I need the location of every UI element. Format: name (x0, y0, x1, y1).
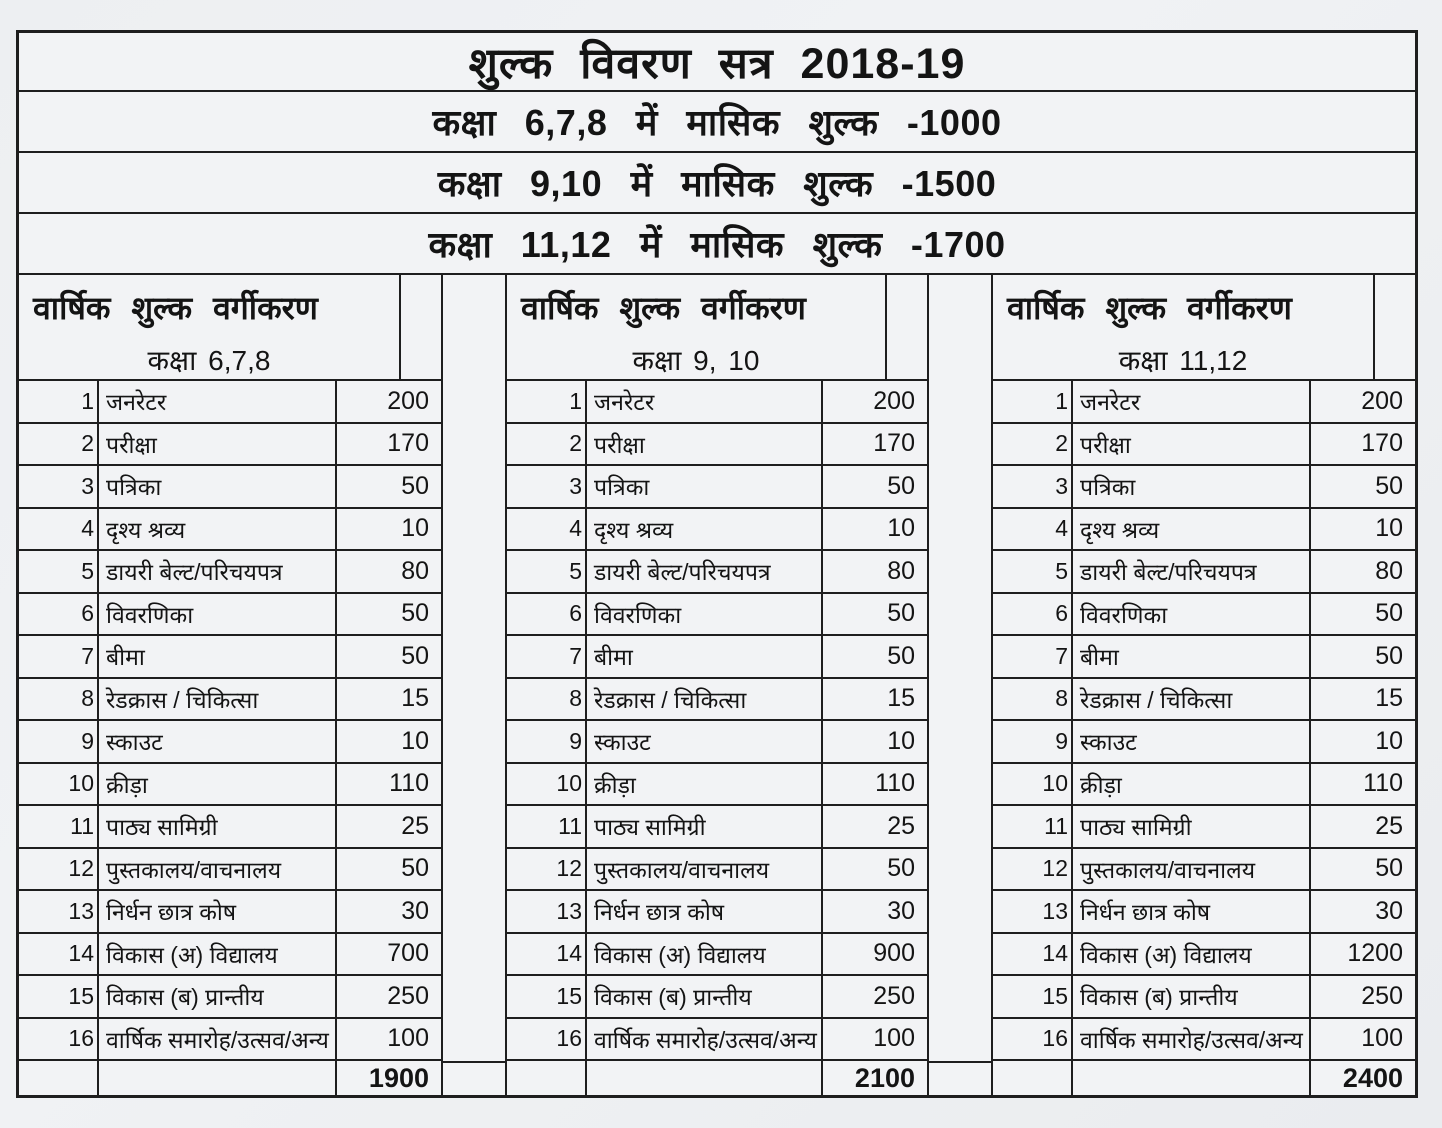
table-row (507, 1019, 927, 1062)
table-row (19, 679, 441, 722)
label-cell: निर्धन छात्र कोष (594, 899, 725, 926)
value-cell: 110 (1309, 764, 1415, 805)
label-cell: क्रीड़ा (1080, 771, 1122, 798)
table-subheading: कक्षा 11,12 (1118, 345, 1248, 376)
value-cell: 50 (1309, 466, 1415, 507)
table-header (507, 275, 927, 381)
label-cell: रेडक्रास / चिकित्सा (1080, 686, 1233, 713)
table-row (993, 849, 1415, 892)
serial-cell: 10 (507, 764, 587, 805)
table-row (993, 424, 1415, 467)
serial-cell: 5 (507, 551, 587, 592)
label-cell: डायरी बेल्ट/परिचयपत्र (1080, 559, 1257, 586)
value-cell: 50 (335, 849, 441, 890)
table-row (19, 976, 441, 1019)
label-cell: बीमा (1080, 644, 1119, 671)
value-cell: 50 (821, 594, 927, 635)
table-row (993, 764, 1415, 807)
table-row (507, 806, 927, 849)
value-cell: 80 (821, 551, 927, 592)
value-cell: 10 (821, 509, 927, 550)
table-row (19, 1019, 441, 1062)
label-cell: परीक्षा (1080, 431, 1131, 458)
serial-cell: 14 (19, 934, 99, 975)
table-row (507, 934, 927, 977)
table-header-text (19, 275, 399, 379)
value-cell: 900 (821, 934, 927, 975)
serial-cell: 1 (507, 381, 587, 422)
table-row (19, 934, 441, 977)
label-cell: निर्धन छात्र कोष (106, 899, 237, 926)
table-row (507, 551, 927, 594)
serial-cell: 6 (993, 594, 1073, 635)
label-cell: विकास (ब) प्रान्तीय (106, 984, 264, 1011)
label-cell: स्काउट (1080, 729, 1137, 756)
value-cell: 250 (1309, 976, 1415, 1017)
serial-cell: 3 (19, 466, 99, 507)
value-cell: 30 (1309, 891, 1415, 932)
label-cell: रेडक्रास / चिकित्सा (106, 686, 259, 713)
value-cell: 50 (821, 636, 927, 677)
value-cell: 250 (821, 976, 927, 1017)
header-spacer-cell (1373, 275, 1415, 379)
table-header (19, 275, 441, 381)
table-row (993, 636, 1415, 679)
serial-cell: 2 (19, 424, 99, 465)
value-cell: 15 (1309, 679, 1415, 720)
table-row (993, 679, 1415, 722)
serial-cell: 8 (507, 679, 587, 720)
table-header-text (993, 275, 1373, 379)
label-cell: क्रीड़ा (594, 771, 636, 798)
serial-cell: 10 (993, 764, 1073, 805)
label-cell: विवरणिका (106, 601, 194, 628)
label-cell: डायरी बेल्ट/परिचयपत्र (594, 559, 771, 586)
table-row (507, 976, 927, 1019)
label-cell (99, 1061, 335, 1095)
table-row (507, 424, 927, 467)
serial-cell: 16 (507, 1019, 587, 1060)
monthly-fee-line-classes-9-10: कक्षा 9,10 में मासिक शुल्क -1500 (19, 153, 1415, 214)
table-row (507, 891, 927, 934)
label-cell: स्काउट (106, 729, 163, 756)
value-cell: 170 (821, 424, 927, 465)
label-cell: विकास (ब) प्रान्तीय (594, 984, 752, 1011)
label-cell: विवरणिका (1080, 601, 1168, 628)
value-cell: 100 (1309, 1019, 1415, 1060)
table-header-text (507, 275, 885, 379)
table-rows (507, 381, 927, 1061)
serial-cell: 4 (507, 509, 587, 550)
gap-bottom-cell (929, 1061, 991, 1095)
serial-cell: 1 (993, 381, 1073, 422)
serial-cell: 16 (19, 1019, 99, 1060)
label-cell (1073, 1061, 1309, 1095)
value-cell: 25 (1309, 806, 1415, 847)
label-cell: पाठ्य सामिग्री (594, 814, 706, 841)
serial-cell: 14 (507, 934, 587, 975)
table-row (19, 424, 441, 467)
value-cell: 10 (1309, 721, 1415, 762)
value-cell: 15 (821, 679, 927, 720)
value-cell: 250 (335, 976, 441, 1017)
label-cell: वार्षिक समारोह/उत्सव/अन्य (594, 1026, 817, 1053)
value-cell: 200 (1309, 381, 1415, 422)
label-cell: क्रीड़ा (106, 771, 148, 798)
annual-fee-tables-band (19, 275, 1415, 1095)
label-cell: दृश्य श्रव्य (594, 516, 674, 543)
column-gap (929, 275, 991, 1095)
table-row (19, 891, 441, 934)
value-cell: 80 (335, 551, 441, 592)
serial-cell: 11 (507, 806, 587, 847)
serial-cell: 6 (19, 594, 99, 635)
document-title: शुल्क विवरण सत्र 2018-19 (19, 33, 1415, 92)
label-cell: बीमा (106, 644, 145, 671)
value-cell: 30 (821, 891, 927, 932)
header-spacer-cell (885, 275, 927, 379)
label-cell: पाठ्य सामिग्री (106, 814, 218, 841)
serial-cell: 5 (19, 551, 99, 592)
value-cell: 100 (335, 1019, 441, 1060)
serial-cell: 13 (507, 891, 587, 932)
table-row (507, 721, 927, 764)
value-cell: 50 (335, 594, 441, 635)
value-cell: 50 (821, 466, 927, 507)
serial-cell: 3 (507, 466, 587, 507)
fee-document (16, 30, 1418, 1098)
column-gap (443, 275, 505, 1095)
serial-cell: 9 (507, 721, 587, 762)
label-cell: विकास (ब) प्रान्तीय (1080, 984, 1238, 1011)
label-cell: वार्षिक समारोह/उत्सव/अन्य (1080, 1026, 1303, 1053)
label-cell: पत्रिका (106, 474, 162, 501)
label-cell: दृश्य श्रव्य (106, 516, 186, 543)
table-row (993, 509, 1415, 552)
header-spacer-cell (399, 275, 441, 379)
label-cell: रेडक्रास / चिकित्सा (594, 686, 747, 713)
value-cell: 110 (821, 764, 927, 805)
gap-bottom-cell (443, 1061, 505, 1095)
serial-cell: 8 (993, 679, 1073, 720)
label-cell: परीक्षा (594, 431, 645, 458)
table-row (993, 551, 1415, 594)
value-cell: 100 (821, 1019, 927, 1060)
label-cell: पुस्तकालय/वाचनालय (1080, 856, 1256, 883)
serial-cell: 11 (19, 806, 99, 847)
label-cell: बीमा (594, 644, 633, 671)
table-row (19, 806, 441, 849)
monthly-fee-line-classes-11-12: कक्षा 11,12 में मासिक शुल्क -1700 (19, 214, 1415, 275)
fee-table-classes-6-7-8 (19, 275, 443, 1095)
serial-cell: 1 (19, 381, 99, 422)
table-row (993, 466, 1415, 509)
table-row (19, 466, 441, 509)
monthly-fee-line-classes-6-7-8: कक्षा 6,7,8 में मासिक शुल्क -1000 (19, 92, 1415, 153)
table-subheading: कक्षा 6,7,8 (147, 345, 271, 376)
serial-cell: 8 (19, 679, 99, 720)
value-cell: 80 (1309, 551, 1415, 592)
value-cell: 30 (335, 891, 441, 932)
serial-cell: 16 (993, 1019, 1073, 1060)
table-row (507, 849, 927, 892)
serial-cell: 6 (507, 594, 587, 635)
table-row (19, 509, 441, 552)
serial-cell: 9 (19, 721, 99, 762)
total-value: 1900 (335, 1061, 441, 1095)
serial-cell: 15 (19, 976, 99, 1017)
table-rows (993, 381, 1415, 1061)
label-cell: पुस्तकालय/वाचनालय (106, 856, 282, 883)
label-cell: वार्षिक समारोह/उत्सव/अन्य (106, 1026, 329, 1053)
serial-cell (507, 1061, 587, 1095)
value-cell: 50 (335, 636, 441, 677)
value-cell: 200 (335, 381, 441, 422)
table-row (507, 466, 927, 509)
label-cell: पत्रिका (594, 474, 650, 501)
table-row (19, 764, 441, 807)
label-cell: विकास (अ) विद्यालय (1080, 941, 1252, 968)
label-cell (587, 1061, 821, 1095)
table-heading: वार्षिक शुल्क वर्गीकरण (521, 290, 806, 326)
table-row (993, 976, 1415, 1019)
table-row (19, 381, 441, 424)
value-cell: 15 (335, 679, 441, 720)
value-cell: 50 (821, 849, 927, 890)
label-cell: परीक्षा (106, 431, 157, 458)
table-row (993, 381, 1415, 424)
serial-cell: 4 (19, 509, 99, 550)
label-cell: जनरेटर (594, 389, 655, 416)
table-row (19, 721, 441, 764)
serial-cell: 15 (507, 976, 587, 1017)
serial-cell: 7 (19, 636, 99, 677)
fee-table-classes-9-10 (505, 275, 929, 1095)
serial-cell: 11 (993, 806, 1073, 847)
table-row (993, 1019, 1415, 1062)
label-cell: पत्रिका (1080, 474, 1136, 501)
table-subheading: कक्षा 9, 10 (632, 345, 760, 376)
label-cell: स्काउट (594, 729, 651, 756)
total-row (993, 1061, 1415, 1095)
value-cell: 10 (335, 721, 441, 762)
value-cell: 700 (335, 934, 441, 975)
serial-cell: 10 (19, 764, 99, 805)
table-row (507, 764, 927, 807)
serial-cell: 15 (993, 976, 1073, 1017)
label-cell: निर्धन छात्र कोष (1080, 899, 1211, 926)
value-cell: 25 (335, 806, 441, 847)
table-row (993, 594, 1415, 637)
serial-cell: 2 (507, 424, 587, 465)
value-cell: 110 (335, 764, 441, 805)
table-row (507, 594, 927, 637)
value-cell: 170 (1309, 424, 1415, 465)
value-cell: 50 (1309, 636, 1415, 677)
value-cell: 50 (335, 466, 441, 507)
label-cell: जनरेटर (1080, 389, 1141, 416)
label-cell: डायरी बेल्ट/परिचयपत्र (106, 559, 283, 586)
serial-cell: 13 (19, 891, 99, 932)
table-row (19, 636, 441, 679)
serial-cell: 12 (507, 849, 587, 890)
value-cell: 10 (821, 721, 927, 762)
serial-cell: 7 (507, 636, 587, 677)
label-cell: विकास (अ) विद्यालय (106, 941, 278, 968)
table-row (507, 381, 927, 424)
table-header (993, 275, 1415, 381)
total-row (19, 1061, 441, 1095)
serial-cell: 12 (993, 849, 1073, 890)
serial-cell: 3 (993, 466, 1073, 507)
label-cell: विवरणिका (594, 601, 682, 628)
table-row (19, 594, 441, 637)
table-row (507, 679, 927, 722)
table-rows (19, 381, 441, 1061)
table-row (507, 509, 927, 552)
label-cell: पुस्तकालय/वाचनालय (594, 856, 770, 883)
table-heading: वार्षिक शुल्क वर्गीकरण (1007, 290, 1292, 326)
value-cell: 10 (1309, 509, 1415, 550)
label-cell: दृश्य श्रव्य (1080, 516, 1160, 543)
serial-cell: 13 (993, 891, 1073, 932)
serial-cell: 14 (993, 934, 1073, 975)
value-cell: 10 (335, 509, 441, 550)
fee-table-classes-11-12 (991, 275, 1415, 1095)
total-value: 2400 (1309, 1061, 1415, 1095)
label-cell: जनरेटर (106, 389, 167, 416)
serial-cell (993, 1061, 1073, 1095)
total-row (507, 1061, 927, 1095)
table-row (993, 806, 1415, 849)
value-cell: 1200 (1309, 934, 1415, 975)
table-row (993, 934, 1415, 977)
table-row (993, 721, 1415, 764)
serial-cell (19, 1061, 99, 1095)
label-cell: विकास (अ) विद्यालय (594, 941, 766, 968)
table-row (19, 849, 441, 892)
value-cell: 50 (1309, 594, 1415, 635)
label-cell: पाठ्य सामिग्री (1080, 814, 1192, 841)
value-cell: 25 (821, 806, 927, 847)
table-row (993, 891, 1415, 934)
serial-cell: 12 (19, 849, 99, 890)
value-cell: 170 (335, 424, 441, 465)
value-cell: 50 (1309, 849, 1415, 890)
serial-cell: 5 (993, 551, 1073, 592)
table-row (19, 551, 441, 594)
table-row (507, 636, 927, 679)
table-heading: वार्षिक शुल्क वर्गीकरण (33, 290, 318, 326)
value-cell: 200 (821, 381, 927, 422)
serial-cell: 9 (993, 721, 1073, 762)
serial-cell: 4 (993, 509, 1073, 550)
serial-cell: 2 (993, 424, 1073, 465)
total-value: 2100 (821, 1061, 927, 1095)
serial-cell: 7 (993, 636, 1073, 677)
